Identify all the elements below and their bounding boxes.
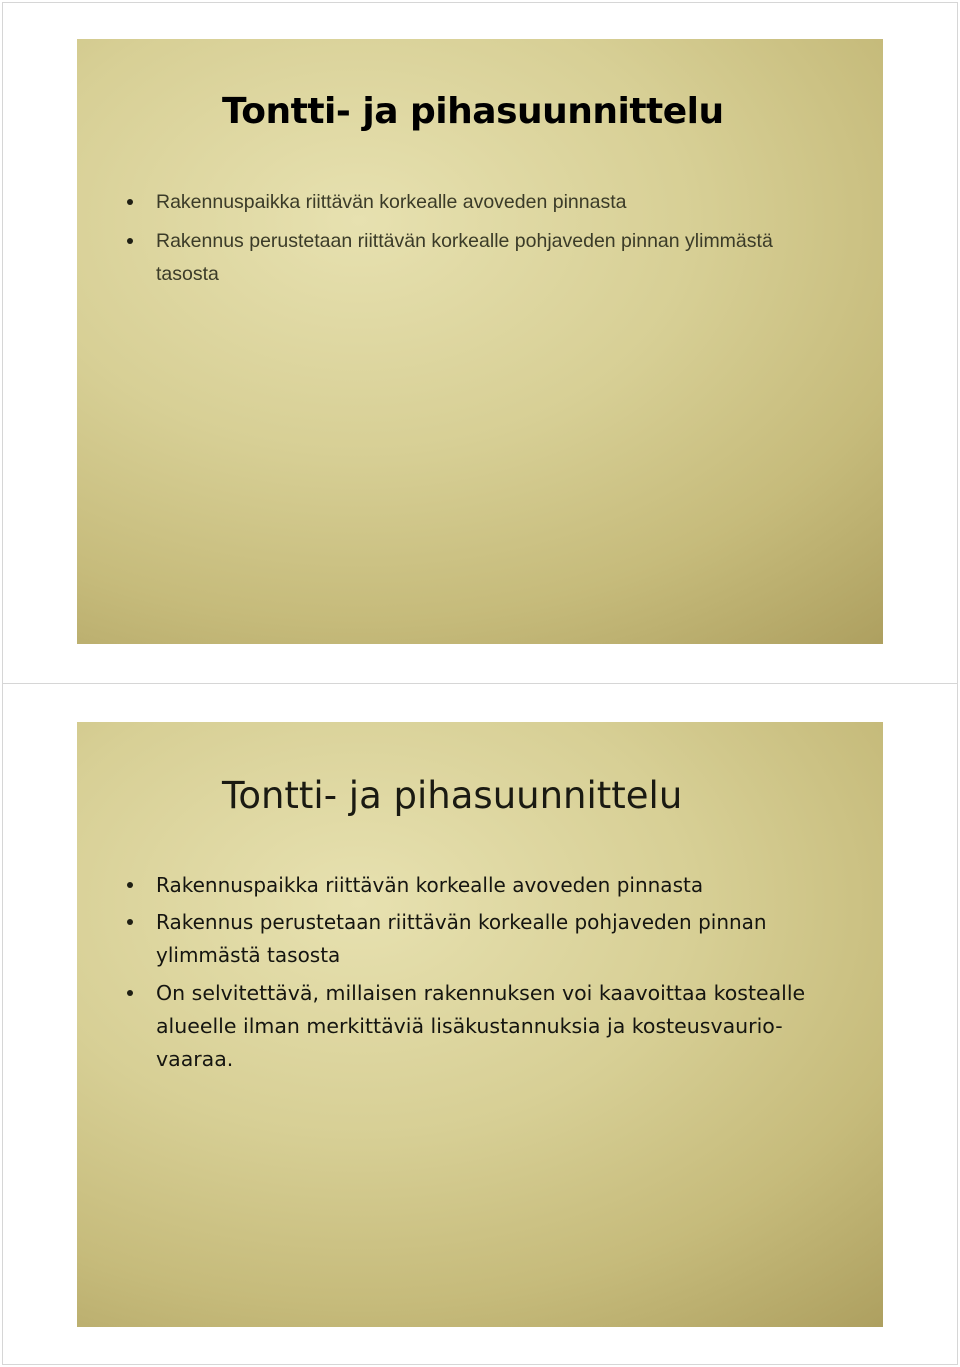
bullet-dot-icon [127,919,133,925]
bullet-dot-icon [127,990,133,996]
bullet-text: Rakennuspaikka riittävän korkealle avoveden pinnasta [156,191,627,213]
bullet-text: Rakennus perustetaan riittävän korkealle pohjaveden pinnan ylimmästä tasosta [156,230,773,285]
bullet-dot-icon [127,199,133,205]
bullet-text: Rakennuspaikka riittävän korkealle avoveden pinnasta [156,873,704,897]
slide-title: Tontti- ja pihasuunnittelu [222,91,724,132]
bullet-text: Rakennus perustetaan riittävän korkealle pohjaveden pinnan ylimmästä tasosta [156,910,767,967]
bullet-item [125,225,855,291]
bullet-item [125,977,855,1076]
page-divider [2,683,958,684]
slide-2 [77,722,883,1327]
bullet-dot-icon [127,882,133,888]
bullet-item [125,906,855,972]
bullet-text: On selvitettävä, millaisen rakennuksen voi kaavoittaa kostealle alueelle ilman merkittäviä lisäkustannuksia ja kosteusvaurio-vaaraa. [156,981,806,1071]
bullet-list [125,869,855,1076]
bullet-item [125,186,855,219]
slide-1 [77,39,883,644]
bullet-dot-icon [127,238,133,244]
bullet-item [125,869,855,902]
slide-title: Tontti- ja pihasuunnittelu [222,774,683,817]
bullet-list [125,186,855,291]
